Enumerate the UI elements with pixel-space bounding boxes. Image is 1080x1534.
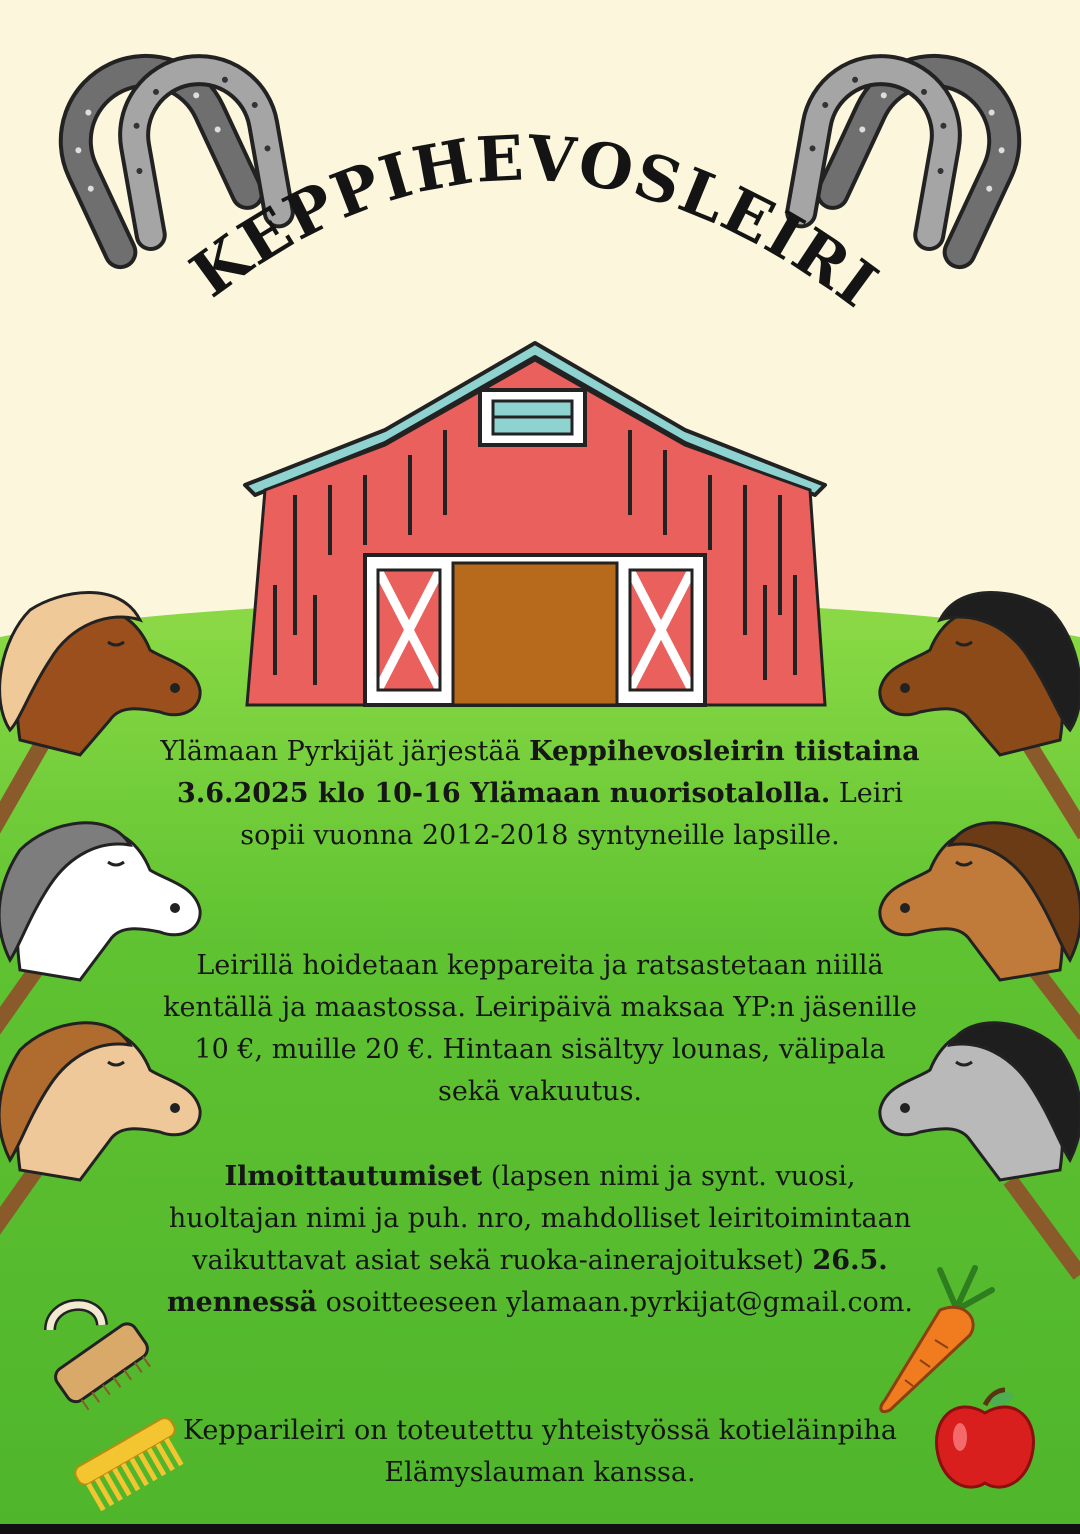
registration-heading: Ilmoittautumiset <box>224 1161 483 1192</box>
partner-paragraph: Kepparileiri on toteutettu yhteistyössä kotieläinpiha Elämyslauman kanssa. <box>182 1415 897 1488</box>
registration-email: osoitteeseen ylamaan.pyrkijat@gmail.com. <box>317 1287 914 1318</box>
registration-deadline: 26.5. mennessä <box>166 1245 888 1318</box>
apple-icon <box>930 1385 1040 1495</box>
intro-lead: Ylämaan Pyrkijät järjestää <box>160 736 530 767</box>
activities-paragraph: Leirillä hoidetaan keppareita ja ratsastetaan niillä kentällä ja maastossa. Leiripäivä maksaa YP:n jäsenille 10 €, muille 20 €. Hintaan sisältyy lounas, välipala sekä vakuutus. <box>163 950 917 1107</box>
brush-icon <box>40 1290 165 1415</box>
intro-event-details: Keppihevosleirin tiistaina 3.6.2025 klo 10-16 Ylämaan nuorisotalolla. <box>177 736 920 809</box>
page-title: KEPPIHEVOSLEIRI <box>177 121 892 323</box>
comb-icon <box>70 1410 190 1510</box>
registration-paragraph <box>160 1156 920 1324</box>
intro-age-info: Leiri sopii vuonna 2012-2018 syntyneille lapsille. <box>240 778 903 851</box>
intro-paragraph <box>160 731 920 857</box>
barn-icon <box>235 335 835 715</box>
registration-requirements: (lapsen nimi ja synt. vuosi, huoltajan nimi ja puh. nro, mahdolliset leiritoimintaan vaikuttavat asiat sekä ruoka-ainerajoitukset) <box>168 1161 912 1276</box>
